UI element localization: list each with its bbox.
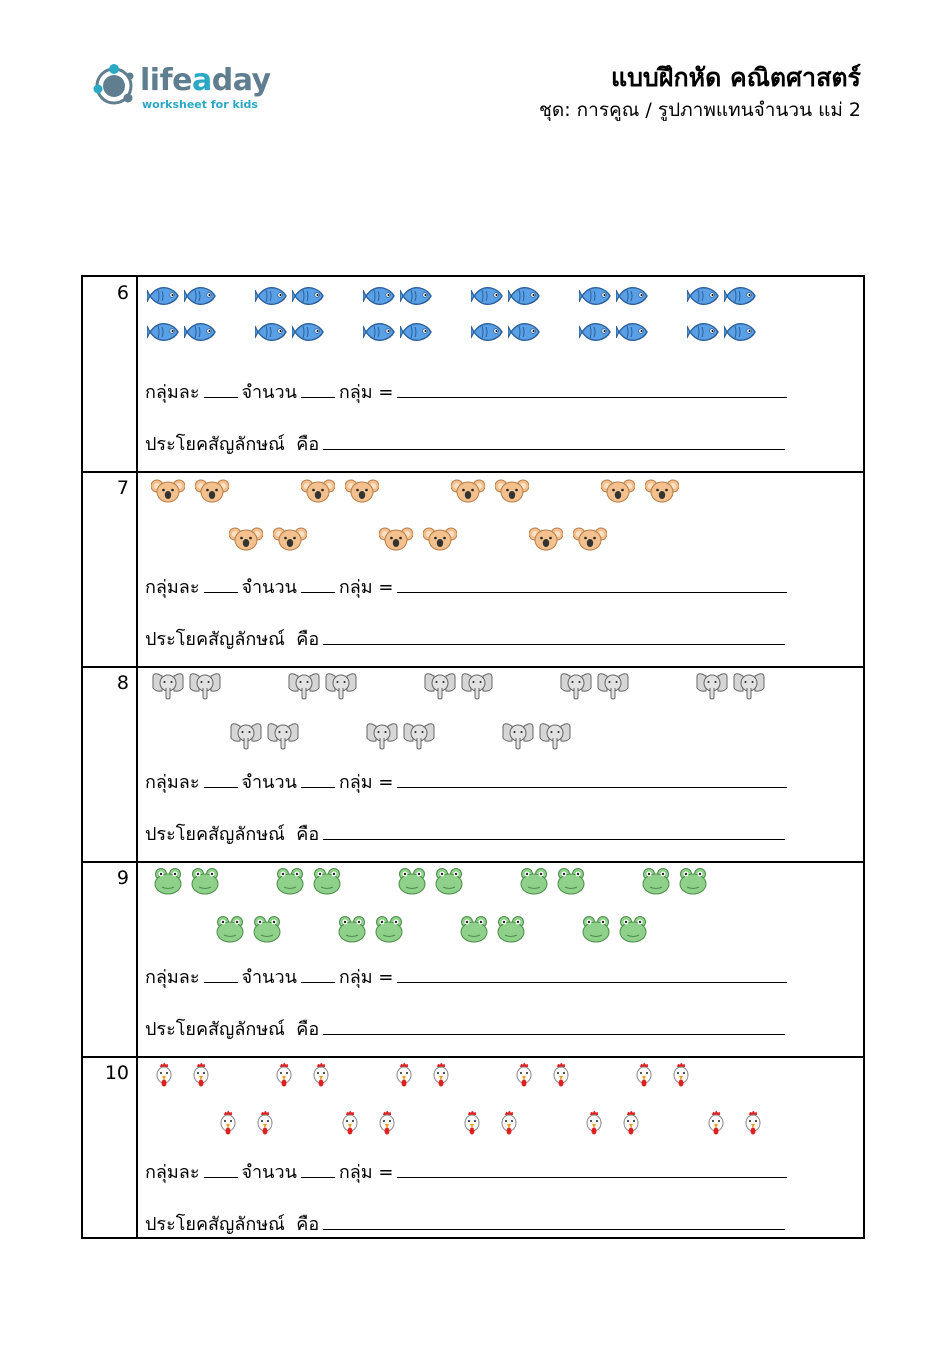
fish-icon (255, 281, 289, 311)
per-group-label: กลุ่มละ (145, 1162, 200, 1183)
frog-icon (310, 866, 344, 896)
koala-icon (423, 524, 457, 554)
frog-icon (517, 866, 551, 896)
picture-groups (141, 667, 861, 767)
frog-icon (554, 866, 588, 896)
frog-icon (151, 866, 185, 896)
per-group-blank[interactable] (204, 1161, 238, 1178)
frog-icon (432, 866, 466, 896)
number-sentence-blank[interactable] (323, 823, 785, 840)
logo-tagline: worksheet for kids (142, 98, 258, 111)
fish-icon (508, 281, 542, 311)
per-group-label: กลุ่มละ (145, 967, 200, 988)
fish-icon (147, 317, 181, 347)
elephant-icon (460, 671, 494, 701)
elephant-icon (287, 671, 321, 701)
fish-icon (184, 281, 218, 311)
question-number: 10 (104, 1062, 129, 1084)
chicken-icon (699, 1109, 733, 1139)
question-number: 8 (116, 672, 129, 694)
chicken-icon (736, 1109, 770, 1139)
number-sentence-line (145, 433, 789, 457)
elephant-icon (695, 671, 729, 701)
number-sentence-blank[interactable] (323, 1018, 785, 1035)
worksheet-table (81, 275, 865, 1239)
question-row (83, 472, 863, 667)
group-count-line (145, 576, 791, 600)
koala-icon (529, 524, 563, 554)
frog-icon (579, 914, 613, 944)
koala-icon (601, 476, 635, 506)
chicken-icon (267, 1061, 301, 1091)
chicken-icon (304, 1061, 338, 1091)
question-row (83, 667, 863, 862)
elephant-icon (423, 671, 457, 701)
koala-icon (451, 476, 485, 506)
elephant-icon (596, 671, 630, 701)
lifeaday-logo (90, 62, 290, 114)
worksheet-subtitle: ชุด: การคูณ / รูปภาพแทนจำนวน แม่ 2 (539, 99, 861, 121)
fish-icon (471, 317, 505, 347)
koala-icon (229, 524, 263, 554)
worksheet-title: แบบฝึกหัด คณิตศาสตร์ (610, 63, 861, 92)
fish-icon (616, 281, 650, 311)
total-blank[interactable] (397, 966, 787, 983)
fish-icon (579, 317, 613, 347)
fish-icon (471, 281, 505, 311)
total-blank[interactable] (397, 771, 787, 788)
chicken-icon (333, 1109, 367, 1139)
question-row (83, 862, 863, 1057)
frog-icon (188, 866, 222, 896)
number-sentence-label: ประโยคสัญลักษณ์ คือ (145, 824, 320, 845)
number-sentence-label: ประโยคสัญลักษณ์ คือ (145, 1019, 320, 1040)
fish-icon (147, 281, 181, 311)
koala-icon (195, 476, 229, 506)
fish-icon (616, 317, 650, 347)
group-amount-blank[interactable] (301, 576, 335, 593)
fish-icon (400, 317, 434, 347)
total-blank[interactable] (397, 576, 787, 593)
question-row (83, 277, 863, 472)
number-sentence-blank[interactable] (323, 433, 785, 450)
logo-wordmark: lifeaday (140, 63, 271, 98)
koala-icon (645, 476, 679, 506)
elephant-icon (559, 671, 593, 701)
frog-icon (372, 914, 406, 944)
group-count-line (145, 1161, 791, 1185)
groups-label: กลุ่ม = (338, 967, 394, 988)
total-blank[interactable] (397, 1161, 787, 1178)
group-amount-blank[interactable] (301, 1161, 335, 1178)
frog-icon (494, 914, 528, 944)
number-sentence-line (145, 628, 789, 652)
group-count-line (145, 966, 791, 990)
chicken-icon (211, 1109, 245, 1139)
fish-icon (292, 317, 326, 347)
chicken-icon (370, 1109, 404, 1139)
frog-icon (457, 914, 491, 944)
koala-icon (573, 524, 607, 554)
elephant-icon (402, 721, 436, 751)
groups-label: กลุ่ม = (338, 382, 394, 403)
number-sentence-blank[interactable] (323, 628, 785, 645)
fish-icon (363, 281, 397, 311)
koala-icon (273, 524, 307, 554)
frog-icon (250, 914, 284, 944)
fish-icon (508, 317, 542, 347)
chicken-icon (627, 1061, 661, 1091)
group-count-line (145, 771, 791, 795)
number-sentence-label: ประโยคสัญลักษณ์ คือ (145, 1214, 320, 1235)
question-number: 9 (116, 867, 129, 889)
per-group-label: กลุ่มละ (145, 772, 200, 793)
chicken-icon (507, 1061, 541, 1091)
elephant-icon (324, 671, 358, 701)
chicken-icon (248, 1109, 282, 1139)
amount-label: จำนวน (241, 1162, 297, 1183)
group-amount-blank[interactable] (301, 966, 335, 983)
chicken-icon (492, 1109, 526, 1139)
group-amount-blank[interactable] (301, 771, 335, 788)
chicken-icon (664, 1061, 698, 1091)
frog-icon (616, 914, 650, 944)
question-number: 6 (116, 282, 129, 304)
per-group-label: กลุ่มละ (145, 382, 200, 403)
number-sentence-blank[interactable] (323, 1213, 785, 1230)
fish-icon (724, 281, 758, 311)
groups-label: กลุ่ม = (338, 772, 394, 793)
picture-groups (141, 472, 861, 572)
elephant-icon (365, 721, 399, 751)
elephant-icon (266, 721, 300, 751)
chicken-icon (544, 1061, 578, 1091)
fish-icon (184, 317, 218, 347)
chicken-icon (424, 1061, 458, 1091)
number-sentence-label: ประโยคสัญลักษณ์ คือ (145, 629, 320, 650)
koala-icon (379, 524, 413, 554)
picture-groups (141, 862, 861, 962)
fish-icon (255, 317, 289, 347)
groups-label: กลุ่ม = (338, 577, 394, 598)
frog-icon (639, 866, 673, 896)
per-group-label: กลุ่มละ (145, 577, 200, 598)
question-number: 7 (116, 477, 129, 499)
amount-label: จำนวน (241, 967, 297, 988)
frog-icon (273, 866, 307, 896)
fish-icon (292, 281, 326, 311)
fish-icon (724, 317, 758, 347)
fish-icon (579, 281, 613, 311)
number-sentence-line (145, 823, 789, 847)
per-group-blank[interactable] (204, 966, 238, 983)
number-sentence-label: ประโยคสัญลักษณ์ คือ (145, 434, 320, 455)
group-count-line (145, 381, 791, 405)
elephant-icon (188, 671, 222, 701)
question-row (83, 1057, 863, 1252)
logo-mark-icon (90, 62, 138, 110)
groups-label: กลุ่ม = (338, 1162, 394, 1183)
elephant-icon (151, 671, 185, 701)
elephant-icon (732, 671, 766, 701)
number-sentence-line (145, 1018, 789, 1042)
fish-icon (687, 317, 721, 347)
amount-label: จำนวน (241, 772, 297, 793)
chicken-icon (577, 1109, 611, 1139)
group-amount-blank[interactable] (301, 381, 335, 398)
frog-icon (395, 866, 429, 896)
fish-icon (687, 281, 721, 311)
per-group-blank[interactable] (204, 576, 238, 593)
frog-icon (335, 914, 369, 944)
frog-icon (676, 866, 710, 896)
frog-icon (213, 914, 247, 944)
amount-label: จำนวน (241, 382, 297, 403)
picture-groups (141, 1057, 861, 1157)
chicken-icon (455, 1109, 489, 1139)
picture-groups (141, 277, 861, 377)
fish-icon (363, 317, 397, 347)
chicken-icon (147, 1061, 181, 1091)
koala-icon (151, 476, 185, 506)
number-sentence-line (145, 1213, 789, 1237)
koala-icon (345, 476, 379, 506)
elephant-icon (229, 721, 263, 751)
koala-icon (301, 476, 335, 506)
elephant-icon (538, 721, 572, 751)
total-blank[interactable] (397, 381, 787, 398)
amount-label: จำนวน (241, 577, 297, 598)
chicken-icon (387, 1061, 421, 1091)
elephant-icon (501, 721, 535, 751)
chicken-icon (184, 1061, 218, 1091)
fish-icon (400, 281, 434, 311)
per-group-blank[interactable] (204, 771, 238, 788)
chicken-icon (614, 1109, 648, 1139)
koala-icon (495, 476, 529, 506)
per-group-blank[interactable] (204, 381, 238, 398)
